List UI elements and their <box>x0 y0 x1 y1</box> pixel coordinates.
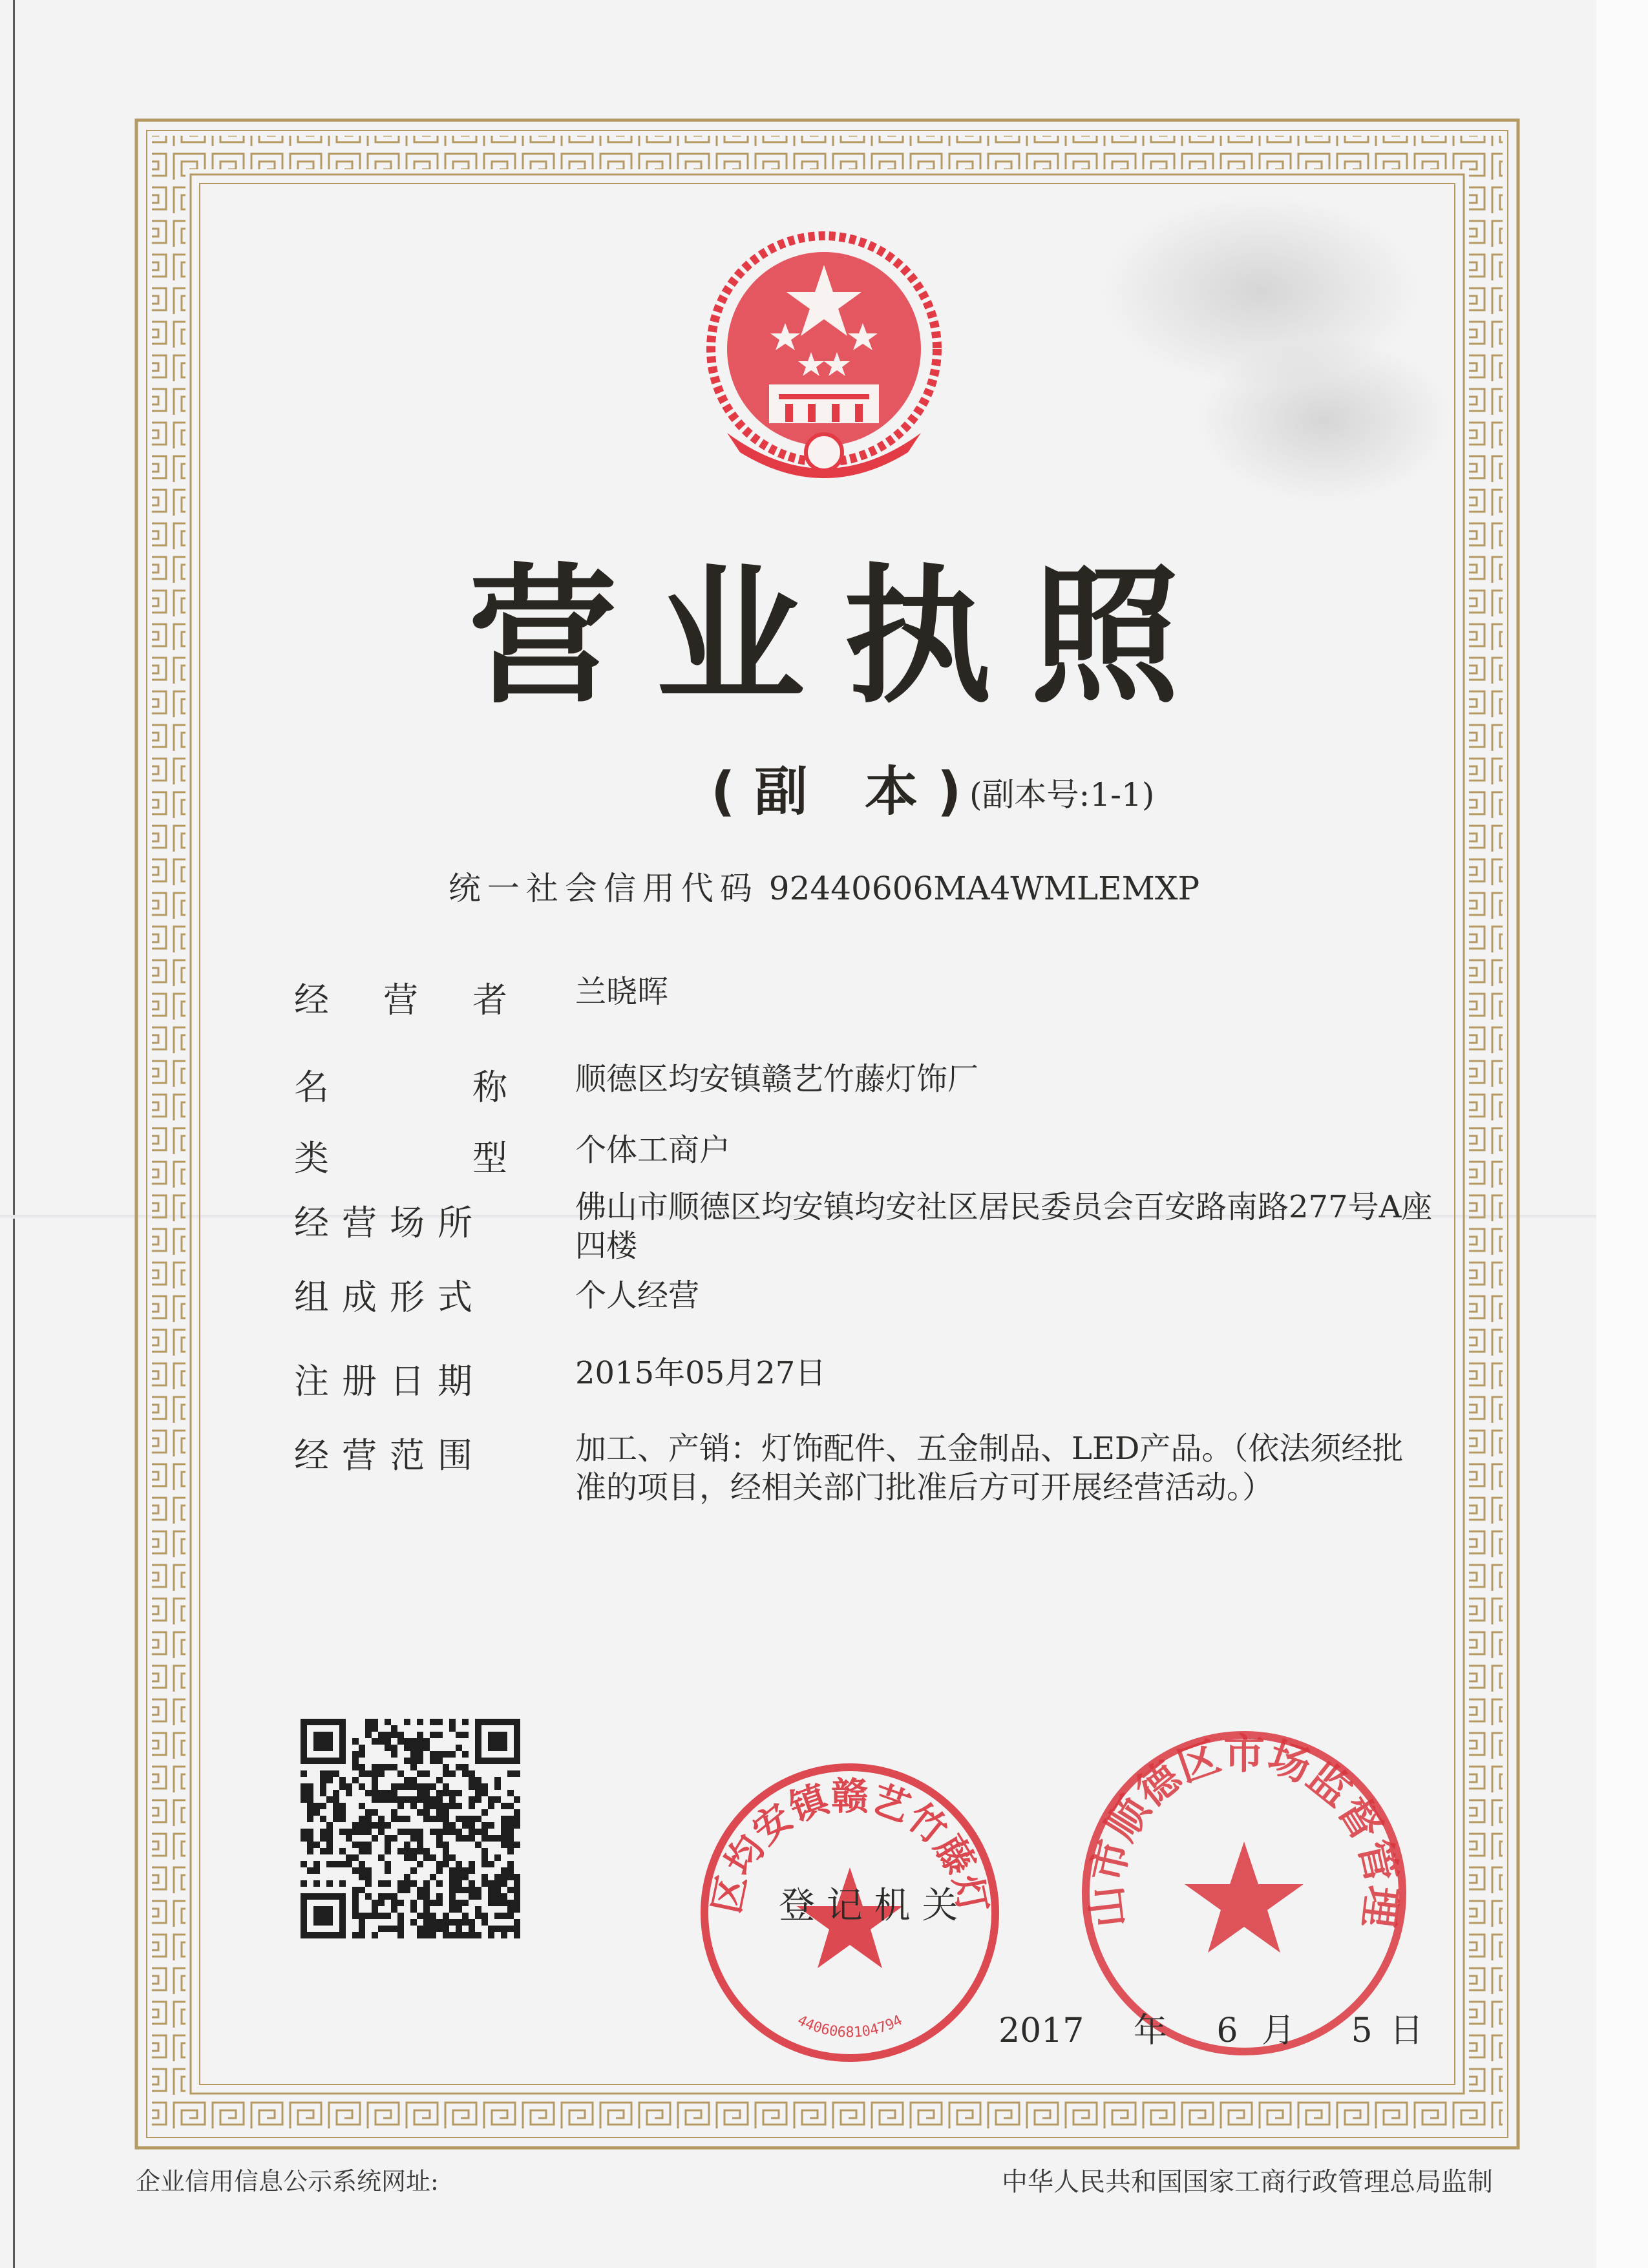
field-label-text: 营 <box>383 980 418 1020</box>
footer-supervisor: 中华人民共和国国家工商行政管理总局监制 <box>1002 2167 1493 2197</box>
field-value-type: 个体工商户 <box>575 1132 731 1168</box>
field-label-text: 名 <box>294 1067 329 1108</box>
field-label-name <box>294 1060 507 1109</box>
field-value-registration-date: 2015年05月27日 <box>575 1355 827 1391</box>
issue-day: 5 <box>1351 2011 1373 2050</box>
scan-margin <box>1596 0 1648 2268</box>
field-value-premises: 佛山市顺德区均安镇均安社区居民委员会百安路南路277号A座四楼 <box>575 1189 1433 1264</box>
issue-day-unit: 日 <box>1389 2011 1424 2050</box>
issue-year-unit: 年 <box>1133 2011 1167 2050</box>
company-seal-text: 区均安镇赣艺竹藤灯 <box>704 1774 996 1917</box>
footer-website-label: 企业信用信息公示系统网址: <box>136 2167 439 2196</box>
field-label-operator <box>294 972 507 1022</box>
copy-number: (副本号:1-1) <box>969 776 1155 814</box>
scan-edge-line <box>13 0 15 2268</box>
qr-code-icon[interactable] <box>301 1719 520 1941</box>
credit-code-line <box>0 863 1648 909</box>
field-label-type <box>294 1131 507 1181</box>
document-title: 营业执照 <box>469 551 1218 724</box>
issue-year: 2017 <box>998 2011 1084 2050</box>
issue-month: 6 <box>1216 2011 1238 2050</box>
issue-month-unit: 月 <box>1262 2011 1296 2050</box>
credit-code-label: 统一社会信用代码 <box>448 870 759 907</box>
field-label-premises: 经营场所 <box>294 1202 485 1243</box>
svg-text:4406068104794 <box>795 2012 905 2041</box>
field-label-text: 类 <box>294 1138 329 1179</box>
field-value-scope: 加工、产销：灯饰配件、五金制品、LED产品。（依法须经批准的项目，经相关部门批准后方可开展经营活动。） <box>575 1431 1404 1506</box>
issue-date <box>998 2003 1423 2052</box>
field-label-text: 型 <box>472 1138 507 1179</box>
credit-code-value: 92440606MA4WMLEMXP <box>768 870 1200 907</box>
field-label-text: 者 <box>472 980 507 1020</box>
field-label-text: 经 <box>294 980 329 1020</box>
field-value-name: 顺德区均安镇赣艺竹藤灯饰厂 <box>575 1061 979 1097</box>
document-subtitle: (副 本) <box>711 761 981 823</box>
company-seal-number: 4406068104794 <box>794 2012 905 2041</box>
star-icon <box>1185 1842 1304 1953</box>
field-label-text: 称 <box>472 1067 507 1108</box>
authority-seal-text: 山市顺德区市场监督管理 <box>1082 1730 1406 1930</box>
field-value-composition: 个人经营 <box>575 1277 700 1314</box>
national-emblem-icon <box>688 220 960 504</box>
field-value-operator: 兰晓晖 <box>575 974 669 1010</box>
registration-authority-label: 登 记 机 关 <box>779 1885 958 1927</box>
field-label-scope: 经营范围 <box>294 1435 485 1476</box>
field-label-composition: 组成形式 <box>294 1277 485 1318</box>
field-label-registration-date: 注册日期 <box>294 1361 485 1402</box>
